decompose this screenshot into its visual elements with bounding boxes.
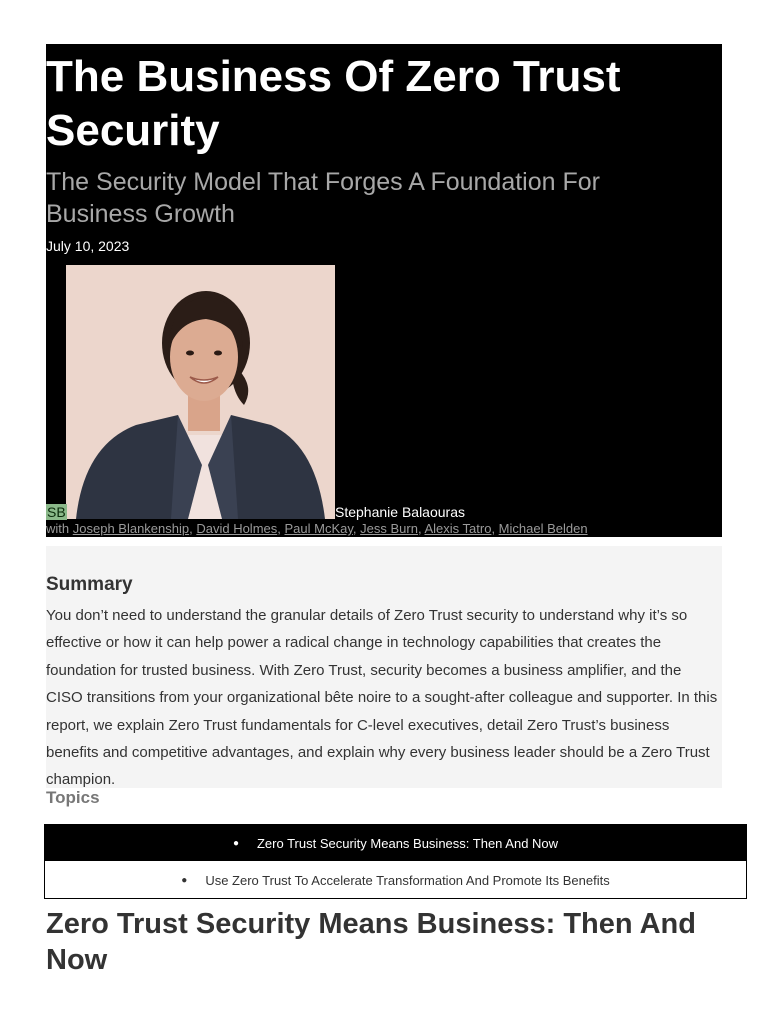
coauthor-link[interactable]: Alexis Tatro [424, 521, 492, 536]
coauthor-link[interactable]: Joseph Blankenship [72, 521, 190, 536]
topics-nav [44, 824, 747, 899]
topic-item[interactable] [45, 825, 746, 861]
author-name: Stephanie Balaouras [335, 504, 465, 520]
topics-label: Topics [46, 788, 100, 807]
report-title: The Business Of Zero Trust Security [46, 52, 621, 155]
bullet-icon: ● [181, 874, 188, 886]
publish-date: July 10, 2023 [46, 238, 130, 254]
coauthor-link[interactable]: David Holmes [196, 521, 278, 536]
coauthor-link[interactable]: Jess Burn [360, 521, 418, 536]
topic-label: Zero Trust Security Means Business: Then And Now [256, 835, 559, 851]
report-header [46, 44, 722, 537]
report-subtitle: The Security Model That Forges A Foundation For Business Growth [46, 168, 600, 228]
section-heading: Zero Trust Security Means Business: Then And Now [46, 908, 696, 976]
with-label: with [46, 521, 70, 536]
summary-heading: Summary [46, 574, 133, 595]
author-initials-badge: SB [47, 504, 66, 520]
coauthor-link[interactable]: Michael Belden [498, 521, 588, 536]
summary-panel [46, 546, 722, 788]
summary-text: You don’t need to understand the granular details of Zero Trust security to understand why it’s so effective or how it can help power a radical change in technology capabilities that creates the foundation for trusted business. With Zero Trust, security becomes a business amplifier, and the CISO transitions from your organizational bête noire to a sought-after colleague and supporter. In this report, we explain Zero Trust fundamentals for C-level executives, detail Zero Trust’s business benefits and competitive advantages, and explain why every business leader should be a Zero Trust champion. [46, 607, 718, 789]
coauthor-list: with Joseph Blankenship, David Holmes, Paul McKay, Jess Burn, Alexis Tatro, Michael Belden [46, 521, 588, 536]
topic-item[interactable] [45, 862, 746, 898]
bullet-icon: ● [232, 837, 239, 849]
coauthor-link[interactable]: Paul McKay [284, 521, 353, 536]
author-photo [66, 265, 335, 519]
topic-label: Use Zero Trust To Accelerate Transformation And Promote Its Benefits [205, 872, 610, 888]
